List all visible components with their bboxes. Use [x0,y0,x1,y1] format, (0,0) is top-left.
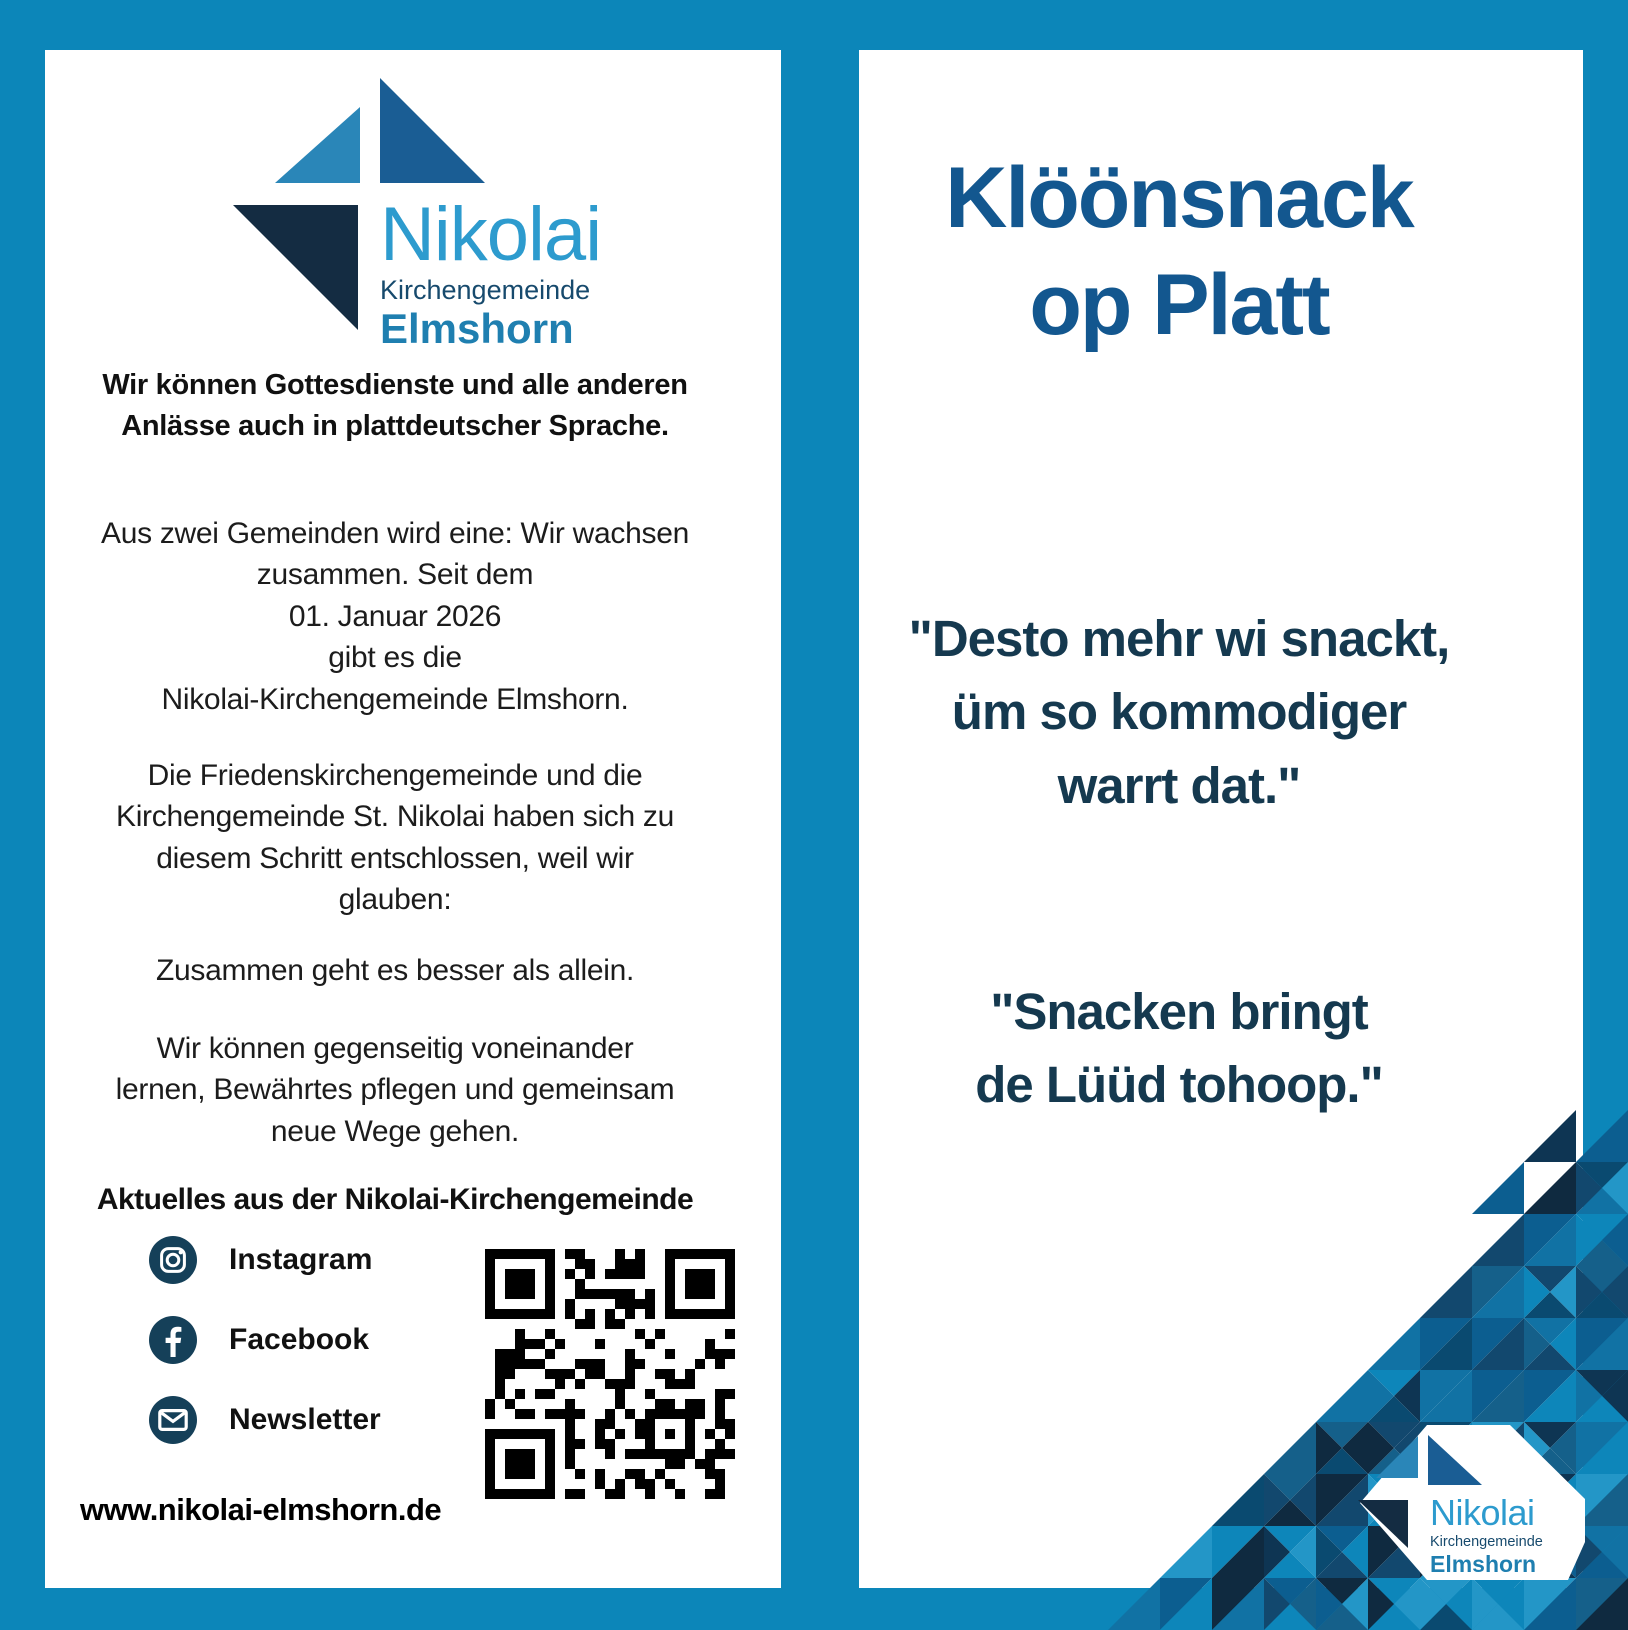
logo-name: Nikolai [380,192,602,277]
text-line: Wir können Gottesdienste und alle anderen [102,369,688,401]
social-link-facebook[interactable] [149,1316,381,1364]
paragraph-together: Zusammen geht es besser als allein. [155,954,635,987]
website-url[interactable]: www.nikolai-elmshorn.de [80,1492,442,1527]
news-heading: Aktuelles aus der Nikolai-Kirchengemeinde [96,1183,694,1216]
text-line: zusammen. Seit dem [256,558,534,592]
text-line: neue Wege gehen. [270,1114,520,1148]
logo-triangle-mid [380,78,485,183]
title-line: Klöönsnack [945,150,1413,246]
text-line: Nikolai-Kirchengemeinde Elmshorn. [161,682,629,716]
intro-statement [80,365,710,447]
text-line: glauben: [338,883,452,917]
social-label: Facebook [229,1323,370,1356]
text-line: warrt dat." [1057,756,1301,814]
social-link-instagram[interactable] [149,1236,381,1284]
social-link-newsletter[interactable] [149,1396,381,1444]
quote-snackt [859,602,1499,822]
instagram-icon [149,1236,197,1284]
paragraph-reason [80,755,710,921]
paragraph-merger [80,513,710,720]
logo-wordmark [380,192,602,352]
logo-city: Elmshorn [380,305,574,352]
newsletter-icon [149,1396,197,1444]
logo-subtitle: Kirchengemeinde [380,275,591,305]
social-label: Newsletter [229,1403,381,1436]
page-title [859,145,1499,358]
text-line: 01. Januar 2026 [288,599,502,633]
left-panel [45,50,781,1588]
text-line: Die Friedenskirchengemeinde und die [147,759,643,792]
social-links [149,1236,381,1476]
text-line: "Desto mehr wi snackt, [908,610,1450,667]
badge-logo-name: Nikolai [1430,1492,1535,1533]
text-line: "Snacken bringt [990,983,1368,1040]
text-line: de Lüüd tohoop." [975,1056,1383,1114]
text-line: diesem Schritt entschlossen, weil wir [156,841,634,875]
quote-tohoop [859,975,1499,1122]
mosaic-corner [1108,1110,1628,1630]
title-line: op Platt [1029,256,1329,353]
text-line: Aus zwei Gemeinden wird eine: Wir wachsen [101,517,689,550]
badge-logo-city: Elmshorn [1430,1551,1537,1577]
logo-triangle-dark [233,205,358,330]
badge-logo-subtitle: Kirchengemeinde [1430,1534,1543,1550]
text-line: lernen, Bewährtes pflegen und gemeinsam [115,1073,675,1107]
paragraph-learning [80,1028,710,1152]
text-line: gibt es die [328,641,462,675]
facebook-icon [149,1316,197,1364]
social-label: Instagram [229,1243,373,1276]
logo-triangle-light [275,107,360,183]
text-line: Kirchengemeinde St. Nikolai haben sich zu [115,800,675,834]
qr-code[interactable] [478,1242,742,1506]
text-line: Wir können gegenseitig voneinander [156,1032,634,1065]
text-line: üm so kommodiger [951,683,1407,741]
text-line: Anlässe auch in plattdeutscher Sprache. [121,410,669,443]
